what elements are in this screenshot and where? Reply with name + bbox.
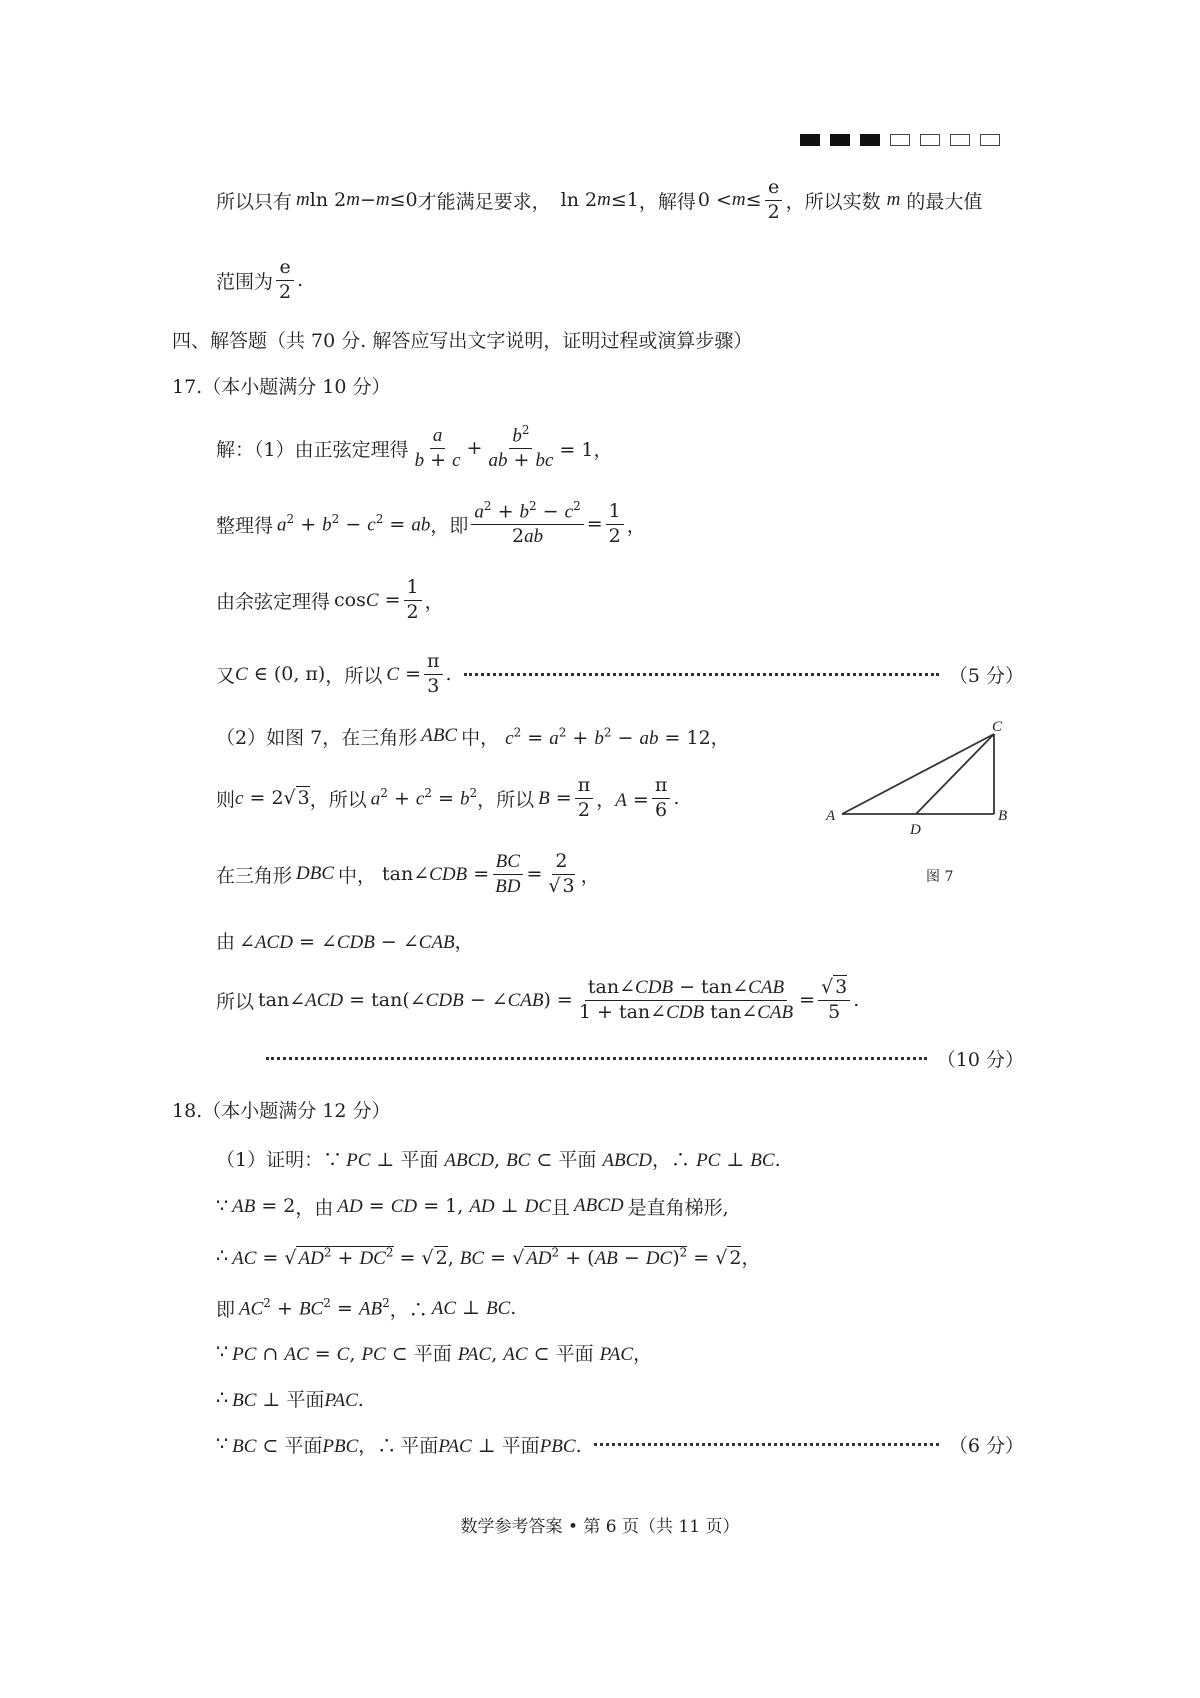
label-A: A bbox=[826, 808, 836, 824]
progress-block-filled bbox=[800, 134, 820, 146]
paragraph-line-2: 范围为 $\frac{e}{2}$ . bbox=[216, 255, 304, 303]
label-B: B bbox=[998, 808, 1008, 824]
q18-line-5: ∵ PC ∩ AC = C, PC ⊂ 平面 PAC, AC ⊂ 平面 PAC， bbox=[216, 1341, 653, 1365]
progress-block-empty bbox=[890, 134, 910, 146]
q17-line-7: 在三角形 DBC 中， tan∠CDB = $\frac{BC}{BD}$ = $\frac{2}{√ 3}$ ， bbox=[216, 849, 600, 897]
progress-block-empty bbox=[920, 134, 940, 146]
q17-line-6: 则 c = 2√ 3 ，所以 $a^2 + c^2 = b^2$ ，所以 B = $\frac{\pi}{2}$ ，A = $\frac{\pi}{6}$ . bbox=[216, 773, 680, 821]
segment-AC bbox=[842, 734, 994, 814]
score-label: （10 分） bbox=[936, 1048, 1024, 1071]
q18-line-4: 即 $AC^2 + BC^2 = AB^2$ ，∴ AC ⊥ BC. bbox=[216, 1295, 517, 1321]
q17-line-8: 由 ∠ACD = ∠CDB − ∠CAB， bbox=[216, 930, 474, 953]
figure-7-caption: 图 7 bbox=[926, 869, 954, 885]
q17-line-3: 由余弦定理得 cosC = $\frac{1}{2}$ ， bbox=[216, 575, 444, 623]
score-label: （6 分） bbox=[948, 1434, 1024, 1457]
q17-score-line bbox=[266, 1028, 1024, 1088]
q18-line-7: ∵ BC ⊂ 平面PBC ，∴ 平面PAC ⊥ 平面PBC. （6 分） bbox=[216, 1414, 1024, 1474]
progress-blocks bbox=[790, 134, 1000, 146]
page-footer: 数学参考答案 • 第 6 页（共 11 页） bbox=[460, 1517, 740, 1537]
q18-line-2: ∵ AB = 2 ，由 AD = CD = 1, AD ⊥ DC 且 ABCD 是直角梯形, bbox=[216, 1194, 729, 1219]
q18-line-6: ∴ BC ⊥ 平面PAC. bbox=[216, 1387, 364, 1411]
q18-line-1: （1）证明：∵ PC ⊥ 平面 ABCD, BC ⊂ 平面 ABCD，∴ PC ⊥ BC. bbox=[216, 1148, 781, 1171]
progress-block-empty bbox=[980, 134, 1000, 146]
q17-line-1: 解：（1）由正弦定理得 $\frac{a}{b + c}$ + $\frac{b^2}{ab + bc}$ = 1， bbox=[216, 422, 613, 472]
q17-line-5: （2）如图 7，在三角形 ABC 中， $c^2 = a^2 + b^2$ − ab = 12， bbox=[216, 725, 730, 749]
segment-DC bbox=[916, 734, 994, 814]
label-C: C bbox=[992, 719, 1003, 735]
q17-line-2: 整理得 $a^2 + b^2 - c^2$ = ab ，即 $\frac{a^2 + b^2 - c^2}{2ab}$ = $\frac{1}{2}$ ， bbox=[216, 498, 646, 548]
q17-line-4: 又 C ∈ (0, π) ，所以 C = $\frac{\pi}{3}$ . （5 分） bbox=[216, 649, 1024, 697]
progress-block-filled bbox=[860, 134, 880, 146]
progress-block-empty bbox=[950, 134, 970, 146]
figure-7-triangle bbox=[820, 718, 1020, 848]
label-D: D bbox=[910, 822, 921, 838]
section-heading: 四、解答题（共 70 分. 解答应写出文字说明，证明过程或演算步骤） bbox=[172, 330, 753, 352]
q18-line-3: ∴ AC = √ $AD^2 + DC^2$ = √ 2, BC = √ $AD^2 + (AB - DC)^2$ = √ 2， bbox=[216, 1245, 761, 1269]
score-label: （5 分） bbox=[948, 664, 1024, 687]
question-17-header: 17.（本小题满分 10 分） bbox=[172, 376, 391, 398]
question-18-header: 18.（本小题满分 12 分） bbox=[172, 1100, 391, 1122]
progress-block-filled bbox=[830, 134, 850, 146]
q17-line-9: 所以 tan∠ACD = tan(∠CDB − ∠CAB) = $\frac{\text{tan∠CDB − tan∠CAB}}{\text{1 + tan∠CDB tan∠CAB}}$ = $\frac{√ 3}{5}$ . bbox=[216, 975, 860, 1023]
fraction-e-over-2: $\frac{e}{2}$ bbox=[765, 177, 783, 224]
paragraph-line-1: 所以只有 m ln 2 m − m ≤0 才能满足要求， ln 2 m ≤1 ，解得 0 < m ≤ $\frac{e}{2}$ ，所以实数 m 的最大值 bbox=[216, 175, 983, 223]
